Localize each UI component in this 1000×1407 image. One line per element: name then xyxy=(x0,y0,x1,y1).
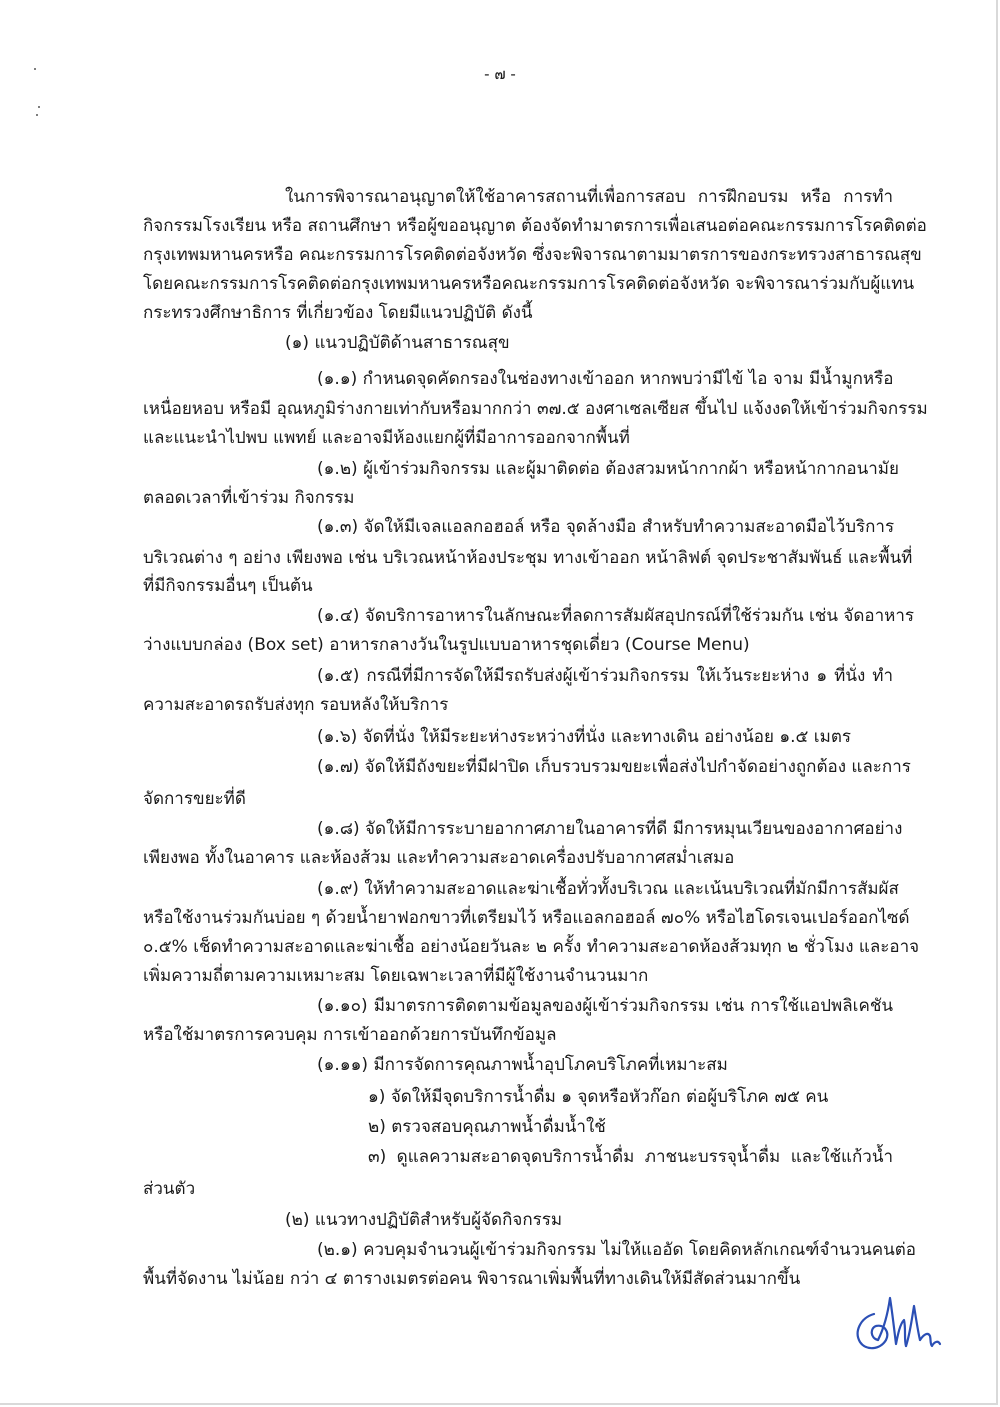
body-line: (๒.๑) ควบคุมจำนวนผู้เข้าร่วมกิจกรรม ไม่ให้แออัด โดยคิดหลักเกณฑ์จำนวนคนต่อ xyxy=(317,1240,916,1260)
body-line: ที่มีกิจกรรมอื่นๆ เป็นต้น xyxy=(143,576,313,596)
body-line: ๐.๕% เช็ดทำความสะอาดและฆ่าเชื้อ อย่างน้อยวันละ ๒ ครั้ง ทำความสะอาดห้องส้วมทุก ๒ ชั่วโมง และอาจ xyxy=(143,937,920,957)
body-line: (๑.๘) จัดให้มีการระบายอากาศภายในอาคารที่ดี มีการหมุนเวียนของอากาศอย่าง xyxy=(317,819,903,839)
body-line: (๑.๕) กรณีที่มีการจัดให้มีรถรับส่งผู้เข้าร่วมกิจกรรม ให้เว้นระยะห่าง ๑ ที่นั่ง ทำ xyxy=(317,666,893,686)
body-line: (๑.๑๐) มีมาตรการติดตามข้อมูลของผู้เข้าร่วมกิจกรรม เช่น การใช้แอปพลิเคชัน xyxy=(317,996,893,1016)
body-line: เหนื่อยหอบ หรือมี อุณหภูมิร่างกายเท่ากับหรือมากกว่า ๓๗.๕ องศาเซลเซียส ขึ้นไป แจ้งงดให้เข้าร่วมกิจกรรม xyxy=(143,399,928,419)
scan-speck xyxy=(38,106,40,108)
list-item: ๓) ดูแลความสะอาดจุดบริการน้ำดื่ม ภาชนะบรรจุน้ำดื่ม และใช้แก้วน้ำ xyxy=(368,1147,893,1167)
body-line: กิจกรรมโรงเรียน หรือ สถานศึกษา หรือผู้ขออนุญาต ต้องจัดทำมาตรการเพื่อเสนอต่อคณะกรรมการโรคติดต่อ xyxy=(143,216,927,236)
body-line: บริเวณต่าง ๆ อย่าง เพียงพอ เช่น บริเวณหน้าห้องประชุม ทางเข้าออก หน้าลิฟต์ จุดประชาสัมพันธ์ และพื้นที่ xyxy=(143,548,913,568)
body-line: (๑.๙) ให้ทำความสะอาดและฆ่าเชื้อทั่วทั้งบริเวณ และเน้นบริเวณที่มักมีการสัมผัส xyxy=(317,879,899,899)
body-line: หรือใช้งานร่วมกันบ่อย ๆ ด้วยน้ำยาฟอกขาวที่เตรียมไว้ หรือแอลกอฮอล์ ๗๐% หรือไฮโดรเจนเปอร์ออกไซด์ xyxy=(143,908,910,928)
section-heading: (๑) แนวปฏิบัติด้านสาธารณสุข xyxy=(285,333,510,353)
list-item: ๑) จัดให้มีจุดบริการน้ำดื่ม ๑ จุดหรือหัวก๊อก ต่อผู้บริโภค ๗๕ คน xyxy=(368,1087,829,1107)
scan-speck xyxy=(36,114,38,116)
body-line: (๑.๑๑) มีการจัดการคุณภาพน้ำอุปโภคบริโภคที่เหมาะสม xyxy=(317,1055,728,1075)
page-number: - ๗ - xyxy=(484,65,516,83)
body-line: ส่วนตัว xyxy=(143,1179,196,1199)
body-line: (๑.๗) จัดให้มีถังขยะที่มีฝาปิด เก็บรวบรวมขยะเพื่อส่งไปกำจัดอย่างถูกต้อง และการ xyxy=(317,757,911,777)
body-line: ตลอดเวลาที่เข้าร่วม กิจกรรม xyxy=(143,488,355,508)
body-line: เพิ่มความถี่ตามความเหมาะสม โดยเฉพาะเวลาที่มีผู้ใช้งานจำนวนมาก xyxy=(143,966,649,986)
body-line: จัดการขยะที่ดี xyxy=(143,789,246,809)
body-line: (๑.๒) ผู้เข้าร่วมกิจกรรม และผู้มาติดต่อ ต้องสวมหน้ากากผ้า หรือหน้ากากอนามัย xyxy=(317,459,899,479)
body-line: ความสะอาดรถรับส่งทุก รอบหลังให้บริการ xyxy=(143,695,449,715)
handwritten-signature xyxy=(848,1288,944,1360)
body-line: กระทรวงศึกษาธิการ ที่เกี่ยวข้อง โดยมีแนวปฏิบัติ ดังนี้ xyxy=(143,303,533,323)
body-line: กรุงเทพมหานครหรือ คณะกรรมการโรคติดต่อจังหวัด ซึ่งจะพิจารณาตามมาตรการของกระทรวงสาธารณสุข xyxy=(143,245,922,265)
body-line: โดยคณะกรรมการโรคติดต่อกรุงเทพมหานครหรือคณะกรรมการโรคติดต่อจังหวัด จะพิจารณาร่วมกับผู้แทน xyxy=(143,274,915,294)
body-line: พื้นที่จัดงาน ไม่น้อย กว่า ๔ ตารางเมตรต่อคน พิจารณาเพิ่มพื้นที่ทางเดินให้มีสัดส่วนมากขึ้น xyxy=(143,1269,801,1289)
body-line: ว่างแบบกล่อง (Box set) อาหารกลางวันในรูปแบบอาหารชุดเดี่ยว (Course Menu) xyxy=(143,635,750,655)
section-heading: (๒) แนวทางปฏิบัติสำหรับผู้จัดกิจกรรม xyxy=(285,1210,563,1230)
list-item: ๒) ตรวจสอบคุณภาพน้ำดื่มน้ำใช้ xyxy=(368,1117,606,1137)
body-line: (๑.๑) กำหนดจุดคัดกรองในช่องทางเข้าออก หากพบว่ามีไข้ ไอ จาม มีน้ำมูกหรือ xyxy=(317,369,894,389)
body-line: (๑.๓) จัดให้มีเจลแอลกอฮอล์ หรือ จุดล้างมือ สำหรับทำความสะอาดมือไว้บริการ xyxy=(317,517,895,537)
body-line: และแนะนำไปพบ แพทย์ และอาจมีห้องแยกผู้ที่มีอาการออกจากพื้นที่ xyxy=(143,428,630,448)
body-line: หรือใช้มาตรการควบคุม การเข้าออกด้วยการบันทึกข้อมูล xyxy=(143,1025,557,1045)
body-line: (๑.๔) จัดบริการอาหารในลักษณะที่ลดการสัมผัสอุปกรณ์ที่ใช้ร่วมกัน เช่น จัดอาหาร xyxy=(317,606,915,626)
body-line: ในการพิจารณาอนุญาตให้ใช้อาคารสถานที่เพื่อการสอบ การฝึกอบรม หรือ การทำ xyxy=(285,187,893,207)
body-line: เพียงพอ ทั้งในอาคาร และห้องส้วม และทำความสะอาดเครื่องปรับอากาศสม่ำเสมอ xyxy=(143,848,735,868)
body-line: (๑.๖) จัดที่นั่ง ให้มีระยะห่างระหว่างที่นั่ง และทางเดิน อย่างน้อย ๑.๕ เมตร xyxy=(317,727,851,747)
